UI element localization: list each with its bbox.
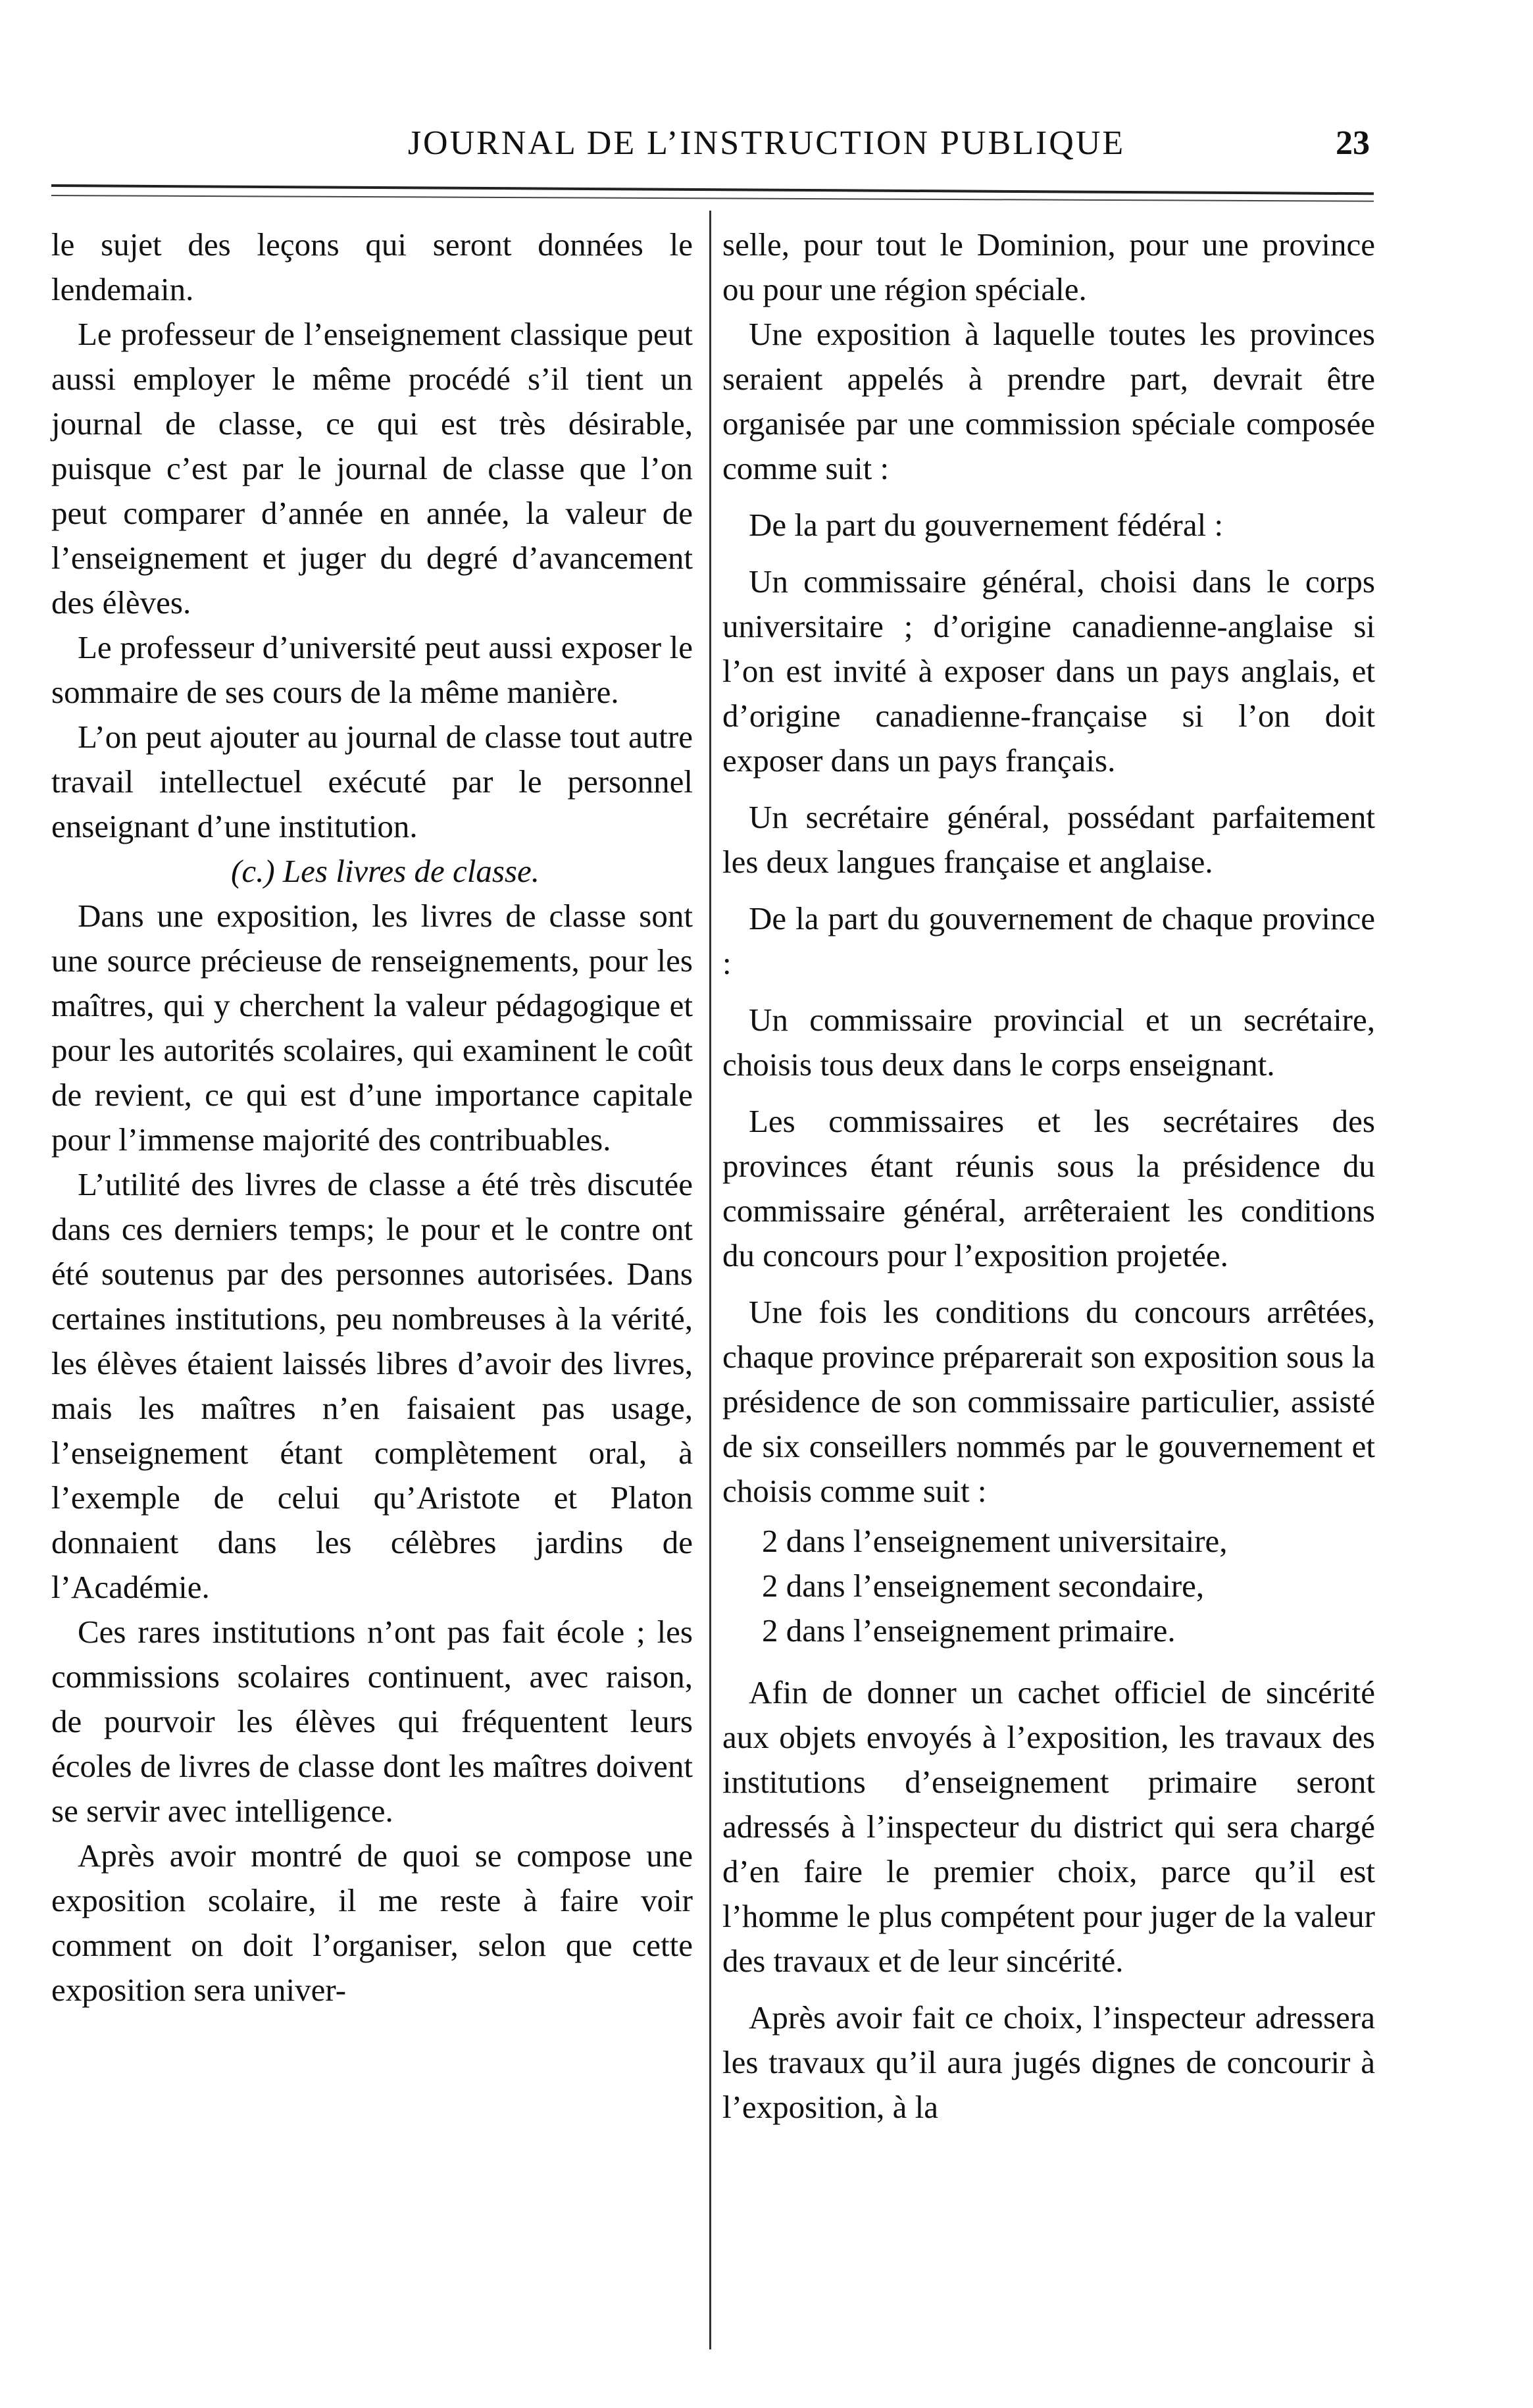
list-item: 2 dans l’enseignement secondaire, (762, 1568, 1205, 1604)
paragraph: Les commissaires et les secrétaires des provinces étant réunis sous la présidence du commissaire général, arrêteraient les conditions du concours pour l’exposition projetée. (722, 1103, 1375, 1273)
paragraph: Après avoir fait ce choix, l’inspecteur adressera les travaux qu’il aura jugés dignes de concourir à l’exposition, à la (722, 1999, 1375, 2125)
paragraph: Un commissaire général, choisi dans le corps universitaire ; d’origine canadienne-anglaise si l’on est invité à exposer dans un pays anglais, et d’origine canadienne-française si l’on doit exposer dans un pays français. (722, 563, 1375, 779)
paragraph: Le professeur d’université peut aussi exposer le sommaire de ses cours de la même manière. (51, 629, 693, 710)
paragraph: Un secrétaire général, possédant parfaitement les deux langues française et anglaise. (722, 799, 1375, 880)
right-column (722, 222, 1375, 2130)
paragraph: L’on peut ajouter au journal de classe tout autre travail intellectuel exécuté par le personnel enseignant d’une institution. (51, 719, 693, 844)
column-separator (709, 211, 711, 2349)
paragraph: De la part du gouvernement fédéral : (749, 507, 1224, 543)
paragraph: Dans une exposition, les livres de classe sont une source précieuse de renseignements, pour les maîtres, qui y cherchent la valeur pédagogique et pour les autorités scolaires, qui examinent le coût de revient, ce qui est d’une importance capitale pour l’immense majorité des contribuables. (51, 898, 693, 1158)
section-subheading: (c.) Les livres de classe. (231, 853, 540, 889)
paragraph: De la part du gouvernement de chaque province : (722, 900, 1375, 981)
paragraph: Ces rares institutions n’ont pas fait école ; les commissions scolaires continuent, avec raison, de pourvoir les élèves qui fréquentent leurs écoles de livres de classe dont les maîtres doivent se servir avec intelligence. (51, 1614, 693, 1829)
left-column (51, 222, 693, 2012)
advisor-list (722, 1519, 1375, 1653)
running-header: JOURNAL DE L’INSTRUCTION PUBLIQUE (407, 124, 1126, 162)
header-rule-thin (51, 195, 1374, 202)
paragraph: selle, pour tout le Dominion, pour une province ou pour une région spéciale. (722, 226, 1375, 307)
paragraph: Une fois les conditions du concours arrêtées, chaque province préparerait son exposition sous la présidence de son commissaire particulier, assisté de six conseillers nommés par le gouvernement et choisis comme suit : (722, 1294, 1375, 1509)
paragraph: Afin de donner un cachet officiel de sincérité aux objets envoyés à l’exposition, les travaux des institutions d’enseignement primaire seront adressés à l’inspecteur du district qui sera chargé d’en faire le premier choix, parce qu’il est l’homme le plus compétent pour juger de la valeur des travaux et de leur sincérité. (722, 1674, 1375, 1979)
list-item: 2 dans l’enseignement primaire. (762, 1612, 1176, 1649)
paragraph: Le professeur de l’enseignement classique peut aussi employer le même procédé s’il tient un journal de classe, ce qui est très désirable, puisque c’est par le journal de classe que l’on peut comparer d’année en année, la valeur de l’enseignement et juger du degré d’avancement des élèves. (51, 316, 693, 621)
list-item: 2 dans l’enseignement universitaire, (762, 1523, 1228, 1559)
paragraph: le sujet des leçons qui seront données le lendemain. (51, 226, 693, 307)
header-rule-thick (51, 184, 1374, 195)
page-number: 23 (1336, 124, 1370, 162)
paragraph: Un commissaire provincial et un secrétaire, choisis tous deux dans le corps enseignant. (722, 1002, 1375, 1083)
paragraph: Une exposition à laquelle toutes les provinces seraient appelés à prendre part, devrait être organisée par une commission spéciale composée comme suit : (722, 316, 1375, 486)
paragraph: Après avoir montré de quoi se compose une exposition scolaire, il me reste à faire voir comment on doit l’organiser, selon que cette exposition sera univer- (51, 1837, 693, 2008)
paragraph: L’utilité des livres de classe a été très discutée dans ces derniers temps; le pour et le contre ont été soutenus par des personnes autorisées. Dans certaines institutions, peu nombreuses à la vérité, les élèves étaient laissés libres d’avoir des livres, mais les maîtres n’en faisaient pas usage, l’enseignement étant complètement oral, à l’exemple de celui qu’Aristote et Platon donnaient dans les célèbres jardins de l’Académie. (51, 1166, 693, 1605)
